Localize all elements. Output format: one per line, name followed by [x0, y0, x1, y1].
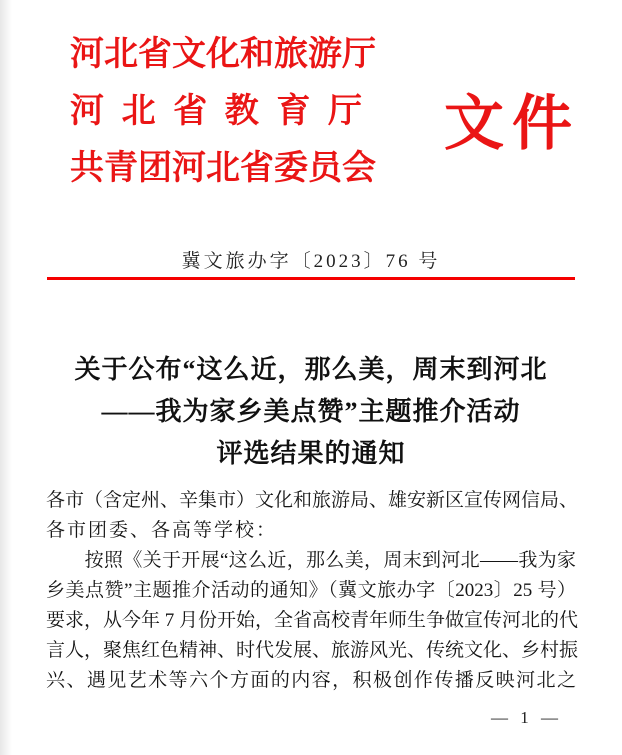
document-title — [0, 349, 622, 475]
agency-line-culture-tourism: 河北省文化和旅游厅 — [70, 36, 376, 73]
body-line-paragraph-4: 言人，聚焦红色精神、时代发展、旅游风光、传统文化、乡村振 — [46, 640, 579, 661]
agency-line-education: 河北省教育厅 — [70, 93, 362, 130]
doc-number: 冀文旅办字〔2023〕76 号 — [181, 251, 441, 272]
doc-type-label: 文件 — [444, 90, 580, 157]
red-letterhead — [70, 26, 580, 197]
document-body — [46, 486, 579, 696]
title-line-2: ——我为家乡美点赞”主题推介活动 — [101, 397, 521, 426]
agency-line-youth-league: 共青团河北省委员会 — [70, 150, 376, 187]
red-divider-rule — [47, 277, 575, 280]
body-line-paragraph-2: 乡美点赞”主题推介活动的通知》（冀文旅办字〔2023〕25 号） — [46, 580, 576, 601]
body-line-paragraph-3: 要求，从今年 7 月份开始，全省高校青年师生争做宣传河北的代 — [46, 610, 579, 631]
body-line-recipients-2: 各市团委、各高等学校： — [46, 520, 278, 541]
title-line-3: 评选结果的通知 — [216, 439, 406, 468]
body-line-paragraph-5: 兴、遇见艺术等六个方面的内容，积极创作传播反映河北之 — [46, 670, 576, 691]
page-number: — 1 — — [491, 708, 562, 727]
body-line-recipients-1: 各市（含定州、辛集市）文化和旅游局、雄安新区宣传网信局、 — [46, 490, 579, 511]
body-line-paragraph-1: 按照《关于开展“这么近，那么美，周末到河北——我为家 — [46, 550, 576, 571]
issuing-agencies — [70, 26, 376, 197]
title-line-1: 关于公布“这么近，那么美，周末到河北 — [74, 355, 548, 384]
